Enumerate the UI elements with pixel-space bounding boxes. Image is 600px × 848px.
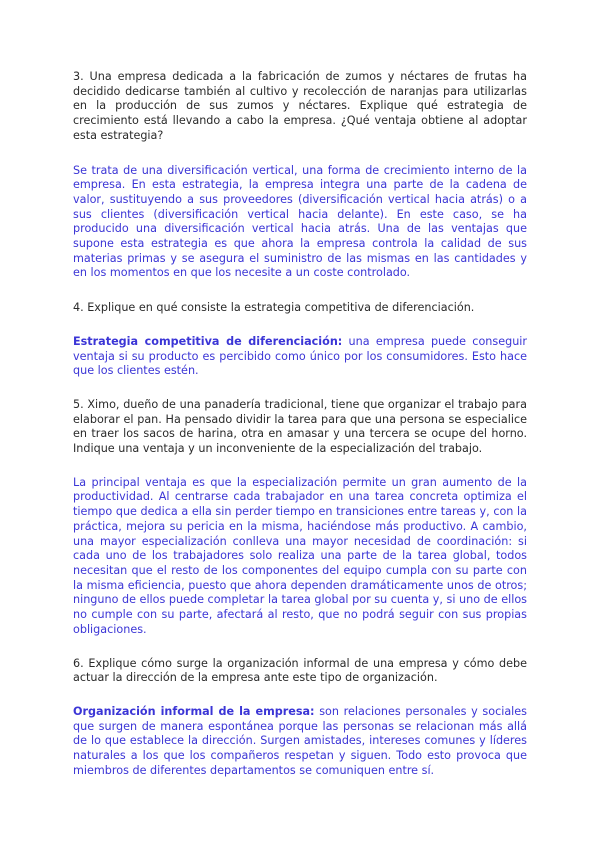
question-5: 5. Ximo, dueño de una panadería tradicional, tiene que organizar el trabajo para elaborar el pan. Ha pensado dividir la tarea para que una persona se especialice en traer los sacos de harina, otra en amasar y una tercera se ocupe del horno. Indique una ventaja y un inconveniente de la especialización del trabajo. [73,397,527,456]
answer-4-term: Estrategia competitiva de diferenciación: [73,334,343,348]
question-4: 4. Explique en qué consiste la estrategia competitiva de diferenciación. [73,301,475,315]
answer-6-term: Organización informal de la empresa: [73,704,315,718]
question-3: 3. Una empresa dedicada a la fabricación de zumos y néctares de frutas ha decidido dedicarse también al cultivo y recolección de naranjas para utilizarlas en la producción de sus zumos y néctares. Explique qué estrategia de crecimiento está llevando a cabo la empresa. ¿Qué ventaja obtiene al adoptar esta estrategia? [73,70,527,142]
answer-5: La principal ventaja es que la especialización permite un gran aumento de la productividad. Al centrarse cada trabajador en una tarea concreta optimiza el tiempo que dedica a ella sin perder tiempo en transiciones entre tareas y, con la práctica, mejora su pericia en la misma, haciéndose más productivo. A cambio, una mayor especialización conlleva una mayor necesidad de coordinación: si cada uno de los trabajadores solo realiza una parte de la tarea global, todos necesitan que el resto de los componentes del equipo cumpla con su parte con la misma eficiencia, puesto que ahora dependen dramáticamente unos de otros; ninguno de ellos puede completar la tarea global por su cuenta y, si uno de ellos no cumple con su parte, afectará al resto, que no podrá seguir con sus propias obligaciones. [73,475,527,636]
answer-6 [73,705,527,779]
answer-6-text: son relaciones personales y sociales que surgen de manera espontánea porque las personas se relacionan más allá de lo que establece la dirección. Surgen amistades, intereses comunes y líderes naturales a los que los compañeros respetan y siguen. Todo esto provoca que miembros de diferentes departamentos se comuniquen entre sí. [73,704,527,777]
answer-4 [73,335,527,379]
answer-3: Se trata de una diversificación vertical, una forma de crecimiento interno de la empresa. En esta estrategia, la empresa integra una parte de la cadena de valor, sustituyendo a sus proveedores (diversificación vertical hacia atrás) o a sus clientes (diversificación vertical hacia delante). En este caso, se ha producido una diversificación vertical hacia atrás. Una de las ventajas que supone esta estrategia es que ahora la empresa controla la calidad de sus materias primas y se asegura el suministro de las mismas en las cantidades y en los momentos en que los necesite a un coste controlado. [73,163,527,280]
question-6: 6. Explique cómo surge la organización informal de una empresa y cómo debe actuar la dirección de la empresa ante este tipo de organización. [73,656,527,685]
answer-4-text: una empresa puede conseguir ventaja si su producto es percibido como único por los consumidores. Esto hace que los clientes estén. [73,334,527,378]
